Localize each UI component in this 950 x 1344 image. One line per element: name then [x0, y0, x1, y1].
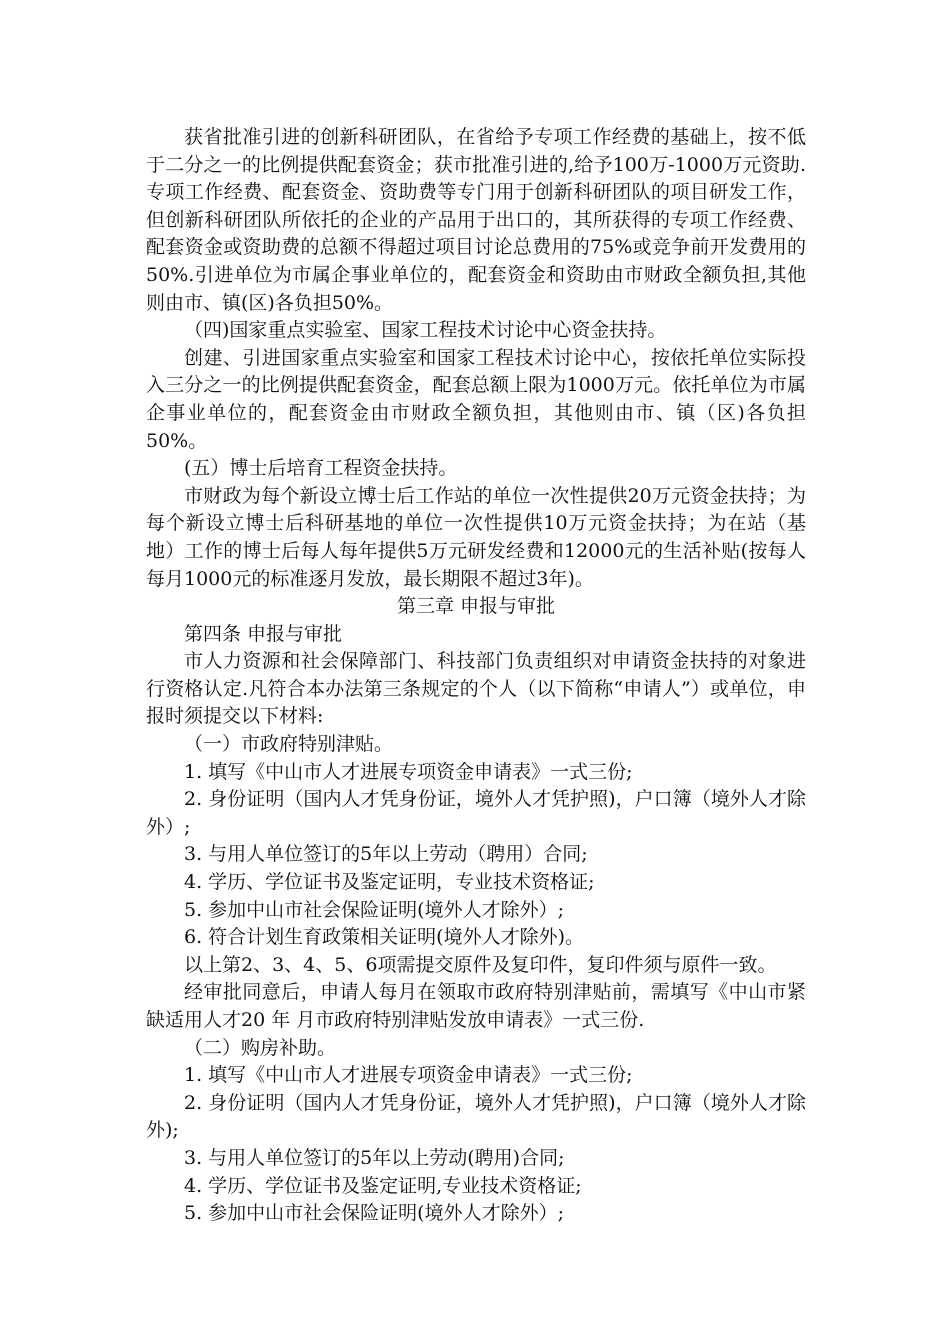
paragraph-research-team-funding: 获省批准引进的创新科研团队，在省给予专项工作经费的基础上，按不低于二分之一的比例提供配套资金；获市批准引进的,给予100万-1000万元资助.专项工作经费、配套资金、资助费等专门用于创新科研团队的项目研发工作，但创新科研团队所依托的企业的产品用于出口的，其所获得的专项工作经费、配套资金或资助费的总额不得超过项目讨论总费用的75%或竞争前开发费用的50%.引进单位为市属企事业单位的，配套资金和资助由市财政全额负担,其他则由市、镇(区)各负担50%。 [146, 126, 806, 314]
chapter-title: 第三章 申报与审批 [396, 595, 556, 618]
heading-special-allowance: （一）市政府特别津贴。 [184, 733, 394, 756]
document-body [146, 124, 806, 1228]
list-item: 3. 与用人单位签订的5年以上劳动(聘用)合同; [184, 1146, 565, 1169]
paragraph-national-lab-funding: 创建、引进国家重点实验室和国家工程技术讨论中心，按依托单位实际投入三分之一的比例提供配套资金，配套总额上限为1000万元。依托单位为市属企事业单位的，配套资金由市财政全额负担，其他则由市、镇（区)各负担50%。 [146, 346, 806, 452]
list-item: 1. 填写《中山市人才进展专项资金申请表》一式三份; [184, 1064, 633, 1087]
list-item: 5. 参加中山市社会保险证明(境外人才除外）; [184, 1202, 564, 1225]
list-item: 4. 学历、学位证书及鉴定证明，专业技术资格证; [184, 871, 595, 894]
paragraph-postdoc-funding: 市财政为每个新设立博士后工作站的单位一次性提供20万元资金扶持；为每个新设立博士后科研基地的单位一次性提供10万元资金扶持；为在站（基地）工作的博士后每人每年提供5万元研发经费和12000元的生活补贴(按每人每月1000元的标准逐月发放，最长期限不超过3年)。 [146, 484, 806, 590]
heading-postdoc-support: (五）博士后培育工程资金扶持。 [184, 457, 458, 480]
list-item: 3. 与用人单位签订的5年以上劳动（聘用）合同; [184, 843, 588, 866]
list-item: 1. 填写《中山市人才进展专项资金申请表》一式三份; [184, 760, 633, 783]
list-item: 6. 符合计划生育政策相关证明(境外人才除外)。 [184, 926, 584, 949]
paragraph-monthly-application: 经审批同意后，申请人每月在领取市政府特别津贴前，需填写《中山市紧缺适用人才20 年 月市政府特别津贴发放申请表》一式三份. [146, 981, 806, 1031]
list-item: 2. 身份证明（国内人才凭身份证，境外人才凭护照)，户口簿（境外人才除外); [146, 1091, 806, 1142]
heading-national-lab-support: （四)国家重点实验室、国家工程技术讨论中心资金扶持。 [184, 319, 667, 342]
list-item: 2. 身份证明（国内人才凭身份证，境外人才凭护照)，户口簿（境外人才除外）; [146, 788, 806, 838]
paragraph-application-intro: 市人力资源和社会保障部门、科技部门负责组织对申请资金扶持的对象进行资格认定.凡符合本办法第三条规定的个人（以下简称“申请人”）或单位，申报时须提交以下材料: [146, 650, 806, 728]
heading-housing-subsidy: （二）购房补助。 [184, 1036, 337, 1059]
list-item: 4. 学历、学位证书及鉴定证明,专业技术资格证; [184, 1174, 582, 1197]
list-item: 5. 参加中山市社会保险证明(境外人才除外）; [184, 898, 564, 921]
paragraph-originals-note: 以上第2、3、4、5、6项需提交原件及复印件，复印件须与原件一致。 [184, 953, 777, 976]
article-title: 第四条 申报与审批 [184, 622, 343, 645]
